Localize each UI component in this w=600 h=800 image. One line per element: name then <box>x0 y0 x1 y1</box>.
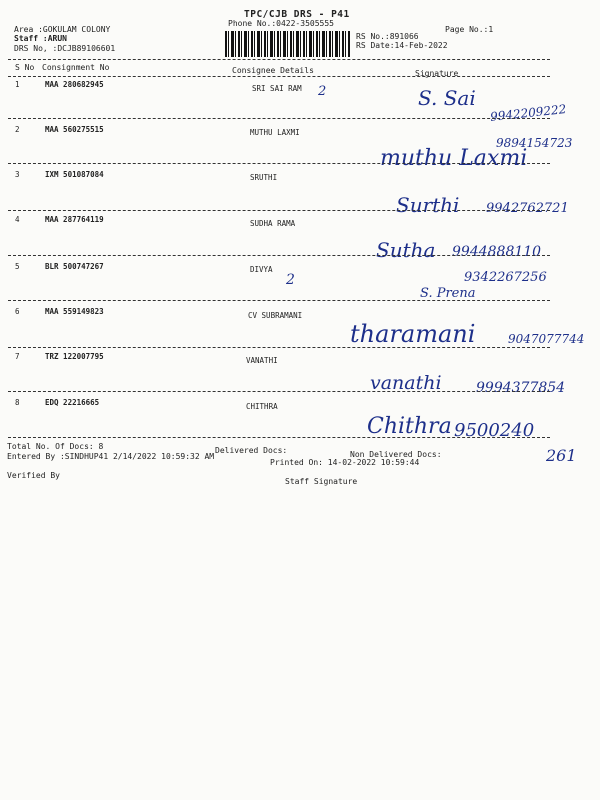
row-signature: muthu Laxmi <box>380 146 528 171</box>
row-sno: 7 <box>15 352 20 361</box>
row-consignee: MUTHU LAXMI <box>250 128 300 137</box>
area-label: Area :GOKULAM COLONY <box>14 25 111 34</box>
row-phone: 9894154723 <box>496 136 573 150</box>
row-consignment: EDQ 22216665 <box>45 398 100 407</box>
row-mark: 2 <box>286 272 295 288</box>
page-number: Page No.:1 <box>445 25 494 34</box>
delivered-docs: Delivered Docs: <box>215 446 288 455</box>
row-signature: S. Sai <box>418 86 476 110</box>
row-consignment: MAA 560275515 <box>45 125 104 134</box>
row-signature: tharamani <box>350 320 476 348</box>
row-consignee: SRI SAI RAM <box>252 84 302 93</box>
column-consignee: Consignee Details <box>232 66 314 75</box>
row-divider <box>8 391 550 392</box>
row-sno: 8 <box>15 398 20 407</box>
row-divider <box>8 347 550 348</box>
row-signature: Chithra <box>367 414 452 439</box>
row-consignee: SRUTHI <box>250 173 278 182</box>
staff-signature: Staff Signature <box>285 477 358 486</box>
row-signature: vanathi <box>370 372 442 394</box>
row-divider <box>8 163 550 164</box>
row-consignee: VANATHI <box>246 356 278 365</box>
row-sno: 1 <box>15 80 20 89</box>
column-signature: Signature <box>415 69 459 78</box>
header-divider-bottom <box>8 76 550 77</box>
row-phone: 9342267256 <box>464 270 547 285</box>
row-signature: Sutha <box>376 238 436 262</box>
row-phone: 9500240 <box>454 420 535 441</box>
rs-number: RS No.:891066 <box>356 32 419 41</box>
row-sno: 6 <box>15 307 20 316</box>
staff-label: Staff :ARUN <box>14 34 67 43</box>
row-signature: S. Prena <box>420 286 476 301</box>
rs-date: RS Date:14-Feb-2022 <box>356 41 448 50</box>
verified-by: Verified By <box>7 471 60 480</box>
printed-on: Printed On: 14-02-2022 10:59:44 <box>270 458 420 467</box>
row-consignment: BLR 500747267 <box>45 262 104 271</box>
row-extra-note: 261 <box>546 446 577 465</box>
entered-by: Entered By :SINDHUP41 2/14/2022 10:59:32 AM <box>7 452 215 461</box>
row-sno: 4 <box>15 215 20 224</box>
row-mark: 2 <box>318 84 327 99</box>
page-title: TPC/CJB DRS - P41 <box>244 9 350 20</box>
row-consignment: MAA 559149823 <box>45 307 104 316</box>
non-delivered-docs: Non Delivered Docs: <box>350 450 442 459</box>
row-phone: 9944888110 <box>452 244 542 260</box>
column-sno: S No <box>15 63 35 72</box>
row-consignee: CHITHRA <box>246 402 278 411</box>
row-divider <box>8 437 550 438</box>
row-divider <box>8 118 550 119</box>
row-phone: 9994377854 <box>476 380 566 396</box>
row-consignment: IXM 501087084 <box>45 170 104 179</box>
row-signature: Surthi <box>396 193 460 217</box>
header-divider-top <box>8 59 550 60</box>
row-phone: 9047077744 <box>508 332 585 346</box>
drs-number: DRS No, :DCJB89106601 <box>14 44 116 53</box>
column-consignment: Consignment No <box>42 63 110 72</box>
row-divider <box>8 210 550 211</box>
phone-number: Phone No.:0422-3505555 <box>228 19 334 28</box>
row-consignee: DIVYA <box>250 265 273 274</box>
row-divider <box>8 300 550 301</box>
row-sno: 5 <box>15 262 20 271</box>
row-consignment: MAA 287764119 <box>45 215 104 224</box>
row-divider <box>8 255 550 256</box>
row-consignee: SUDHA RAMA <box>250 219 296 228</box>
row-consignment: MAA 280682945 <box>45 80 104 89</box>
row-sno: 2 <box>15 125 20 134</box>
barcode-image <box>225 31 350 57</box>
row-phone: 9942762721 <box>486 201 569 216</box>
row-sno: 3 <box>15 170 20 179</box>
row-consignment: TRZ 122007795 <box>45 352 104 361</box>
row-consignee: CV SUBRAMANI <box>248 311 303 320</box>
total-docs: Total No. Of Docs: 8 <box>7 442 104 451</box>
row-phone: 9942209222 <box>489 102 567 124</box>
